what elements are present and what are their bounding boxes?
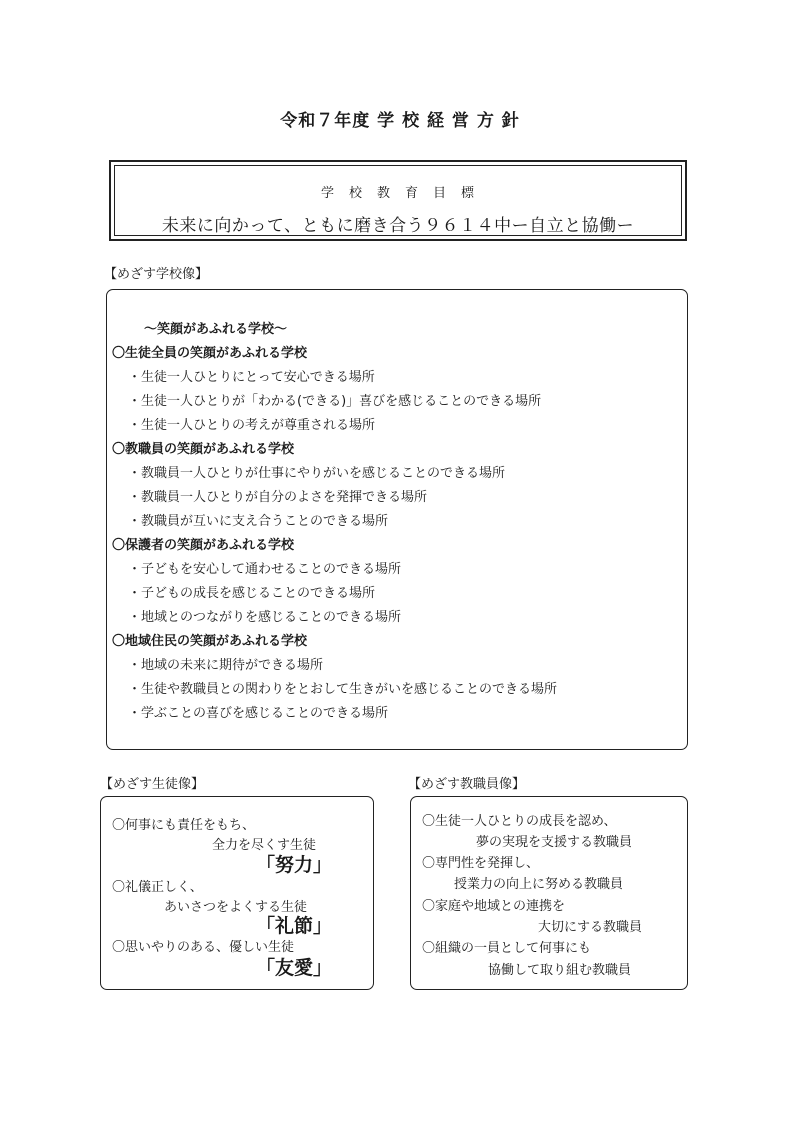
list-item: ・子どもの成長を感じることのできる場所	[128, 586, 376, 601]
staff-line: 〇組織の一員として何事にも	[422, 941, 592, 956]
staff-line: 〇専門性を発揮し、	[422, 856, 540, 871]
goal-box-inner	[114, 165, 682, 236]
staff-line: 協働して取り組む教職員	[488, 963, 632, 978]
student-line: あいさつをよくする生徒	[164, 900, 308, 915]
school-vision-label: 【めざす学校像】	[104, 267, 209, 282]
goal-heading: 学 校 教 育 目 標	[320, 186, 475, 201]
list-item: ・生徒一人ひとりの考えが尊重される場所	[128, 418, 376, 433]
list-item: ・教職員一人ひとりが仕事にやりがいを感じることのできる場所	[128, 466, 506, 481]
staff-line: 夢の実現を支援する教職員	[476, 835, 633, 850]
list-item: ・学ぶことの喜びを感じることのできる場所	[128, 706, 389, 721]
staff-line: 授業力の向上に努める教職員	[454, 877, 624, 892]
section-heading-staff: 〇教職員の笑顔があふれる学校	[112, 442, 295, 457]
student-keyword-effort: 「努力」	[256, 854, 333, 876]
student-keyword-friendship: 「友愛」	[256, 957, 333, 979]
list-item: ・教職員が互いに支え合うことのできる場所	[128, 514, 389, 529]
school-vision-subtitle: ～笑顔があふれる学校～	[144, 322, 288, 337]
section-heading-residents: 〇地域住民の笑顔があふれる学校	[112, 634, 308, 649]
section-heading-guardians: 〇保護者の笑顔があふれる学校	[112, 538, 295, 553]
goal-box	[109, 160, 687, 241]
list-item: ・生徒一人ひとりにとって安心できる場所	[128, 370, 375, 385]
staff-line: 〇生徒一人ひとりの成長を認め、	[422, 814, 617, 829]
list-item: ・地域の未来に期待ができる場所	[128, 658, 324, 673]
student-line: 全力を尽くす生徒	[212, 838, 317, 853]
staff-line: 大切にする教職員	[538, 920, 643, 935]
student-line: 〇礼儀正しく、	[112, 880, 203, 895]
staff-line: 〇家庭や地域との連携を	[422, 899, 566, 914]
list-item: ・地域とのつながりを感じることのできる場所	[128, 610, 402, 625]
staff-vision-label: 【めざす教職員像】	[408, 777, 526, 792]
student-vision-label: 【めざす生徒像】	[100, 777, 205, 792]
section-heading-students: 〇生徒全員の笑顔があふれる学校	[112, 346, 308, 361]
student-keyword-courtesy: 「礼節」	[256, 915, 333, 937]
goal-text: 未来に向かって、ともに磨き合う９６１４中ー自立と協働ー	[161, 216, 635, 236]
page-title: 令和７年度 学 校 経 営 方 針	[280, 111, 520, 131]
student-line: 〇思いやりのある、優しい生徒	[112, 940, 295, 955]
student-line: 〇何事にも責任をもち、	[112, 818, 256, 833]
list-item: ・教職員一人ひとりが自分のよさを発揮できる場所	[128, 490, 428, 505]
list-item: ・生徒や教職員との関わりをとおして生きがいを感じることのできる場所	[128, 682, 558, 697]
list-item: ・子どもを安心して通わせることのできる場所	[128, 562, 402, 577]
list-item: ・生徒一人ひとりが「わかる(できる)」喜びを感じることのできる場所	[128, 394, 542, 409]
